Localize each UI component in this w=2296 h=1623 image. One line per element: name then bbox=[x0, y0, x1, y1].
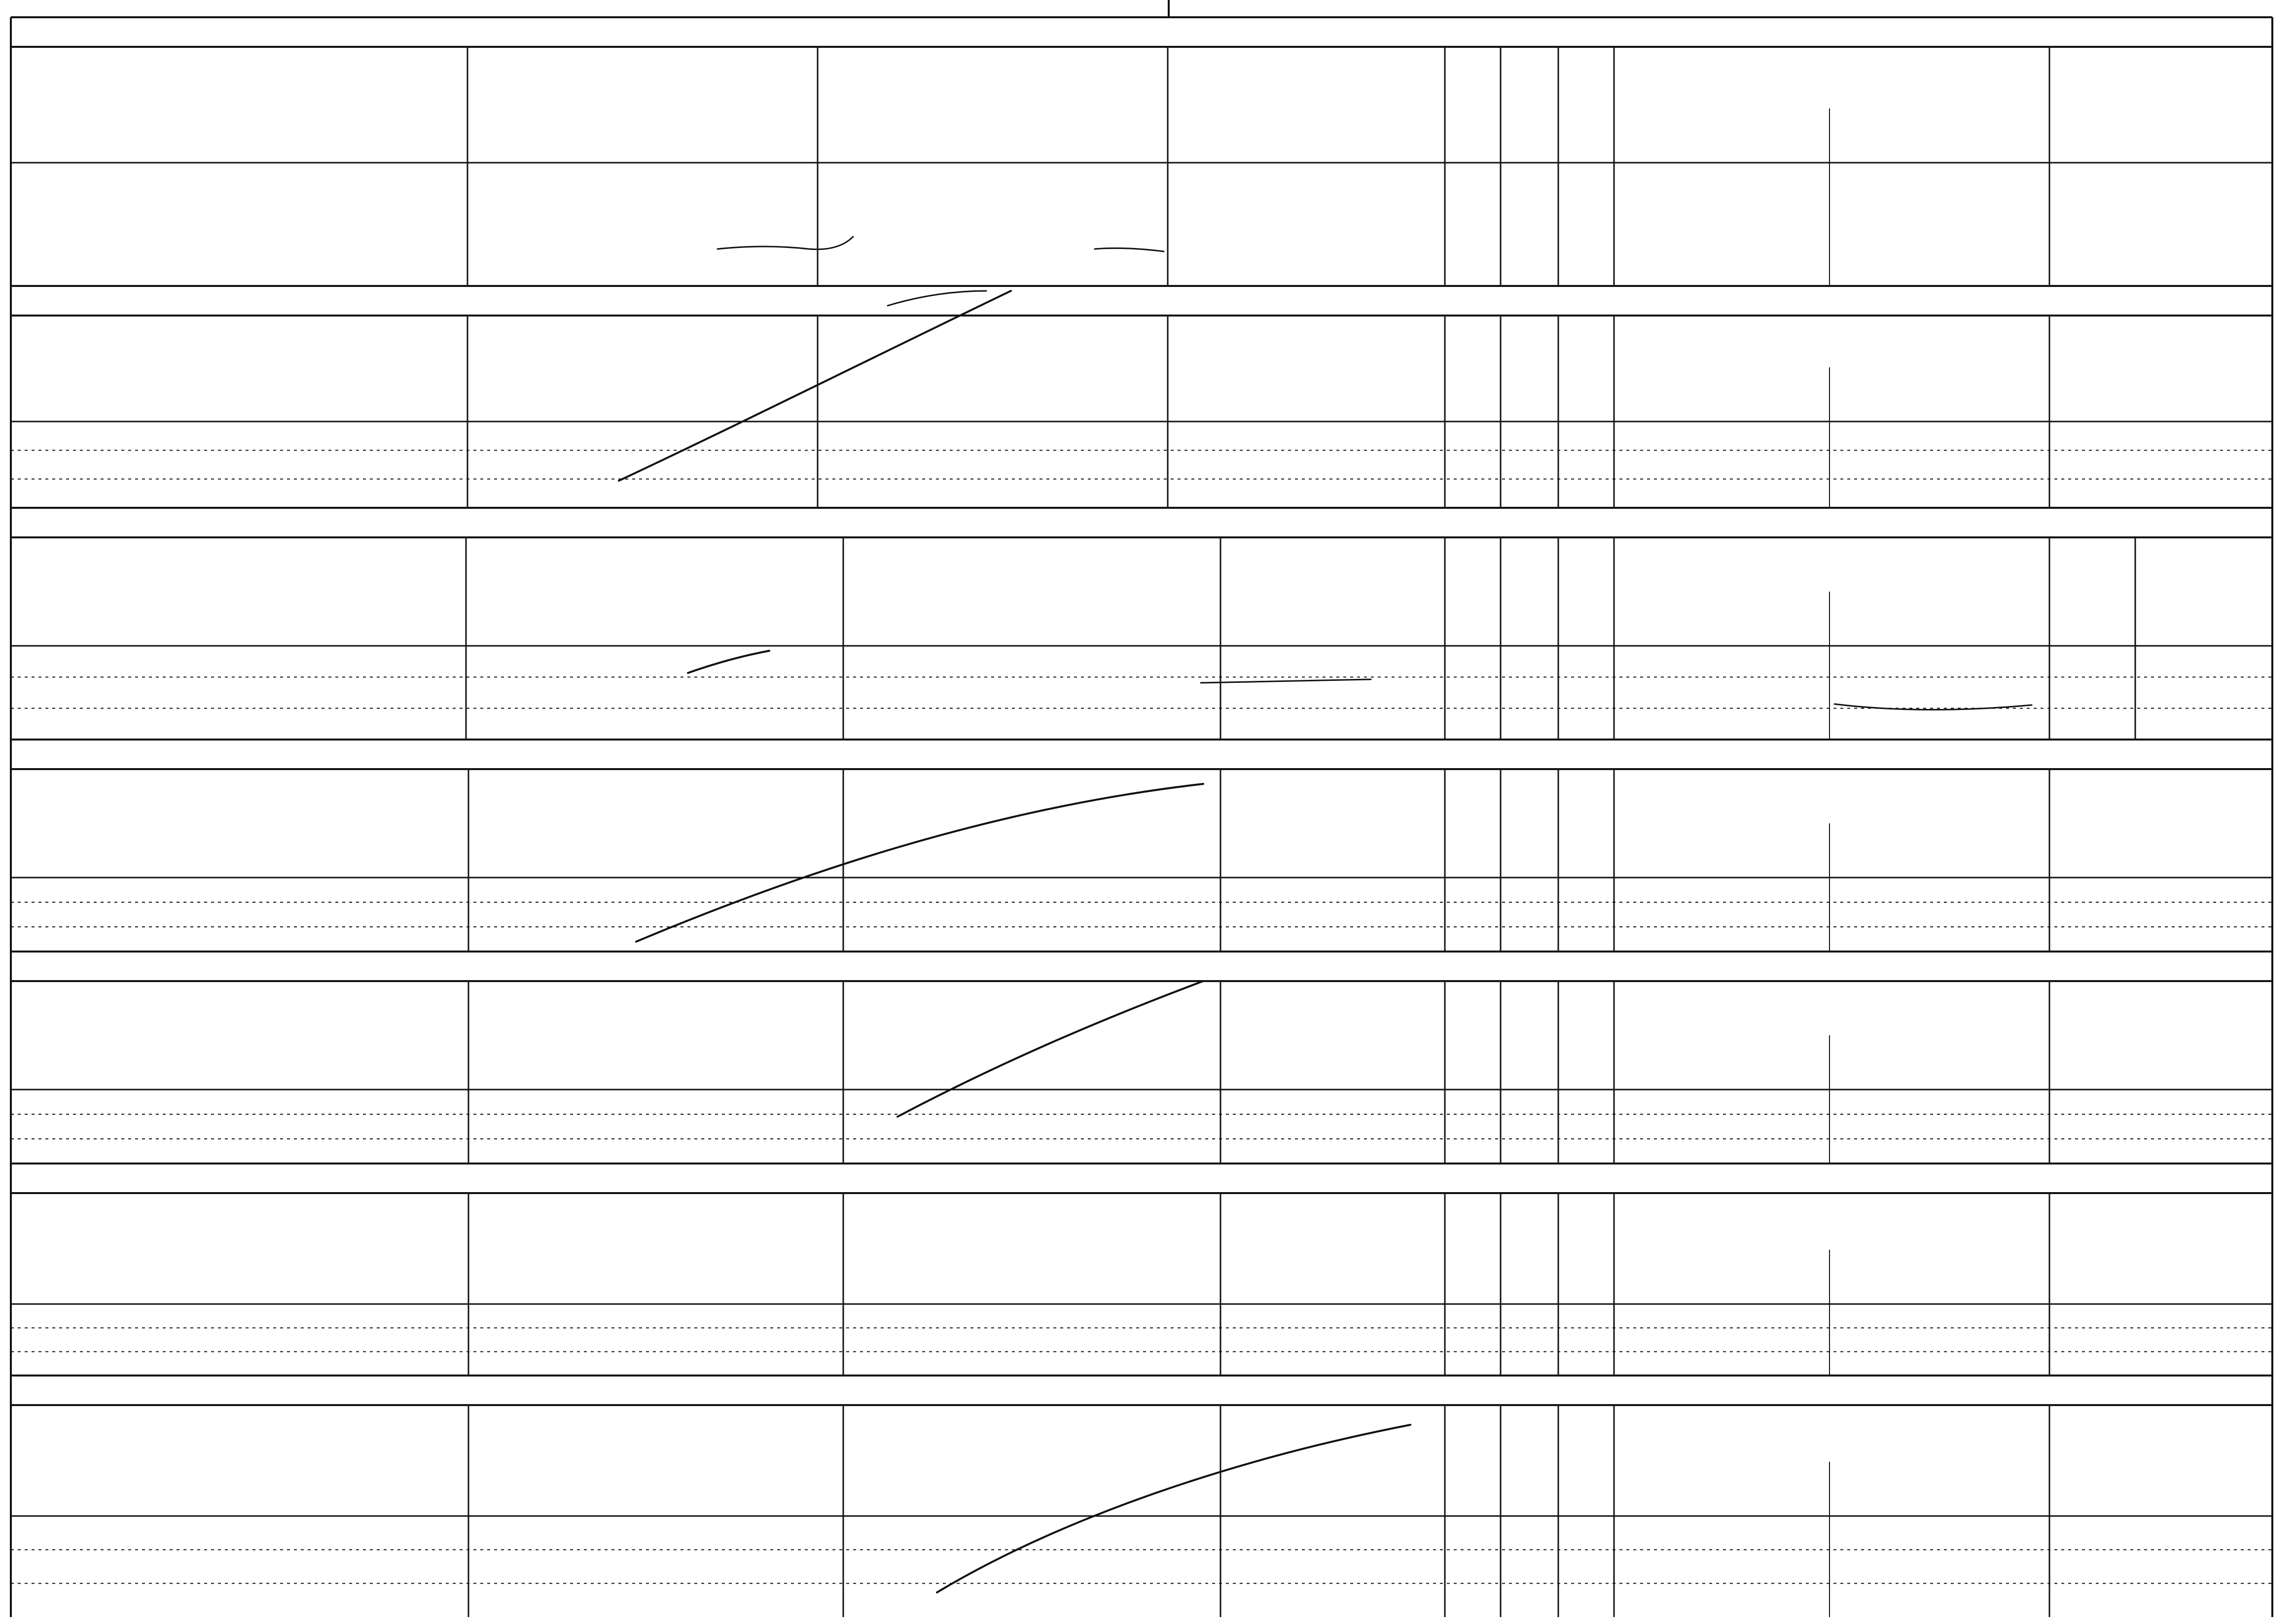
cancel-stroke bbox=[636, 784, 1203, 942]
cancel-stroke bbox=[619, 291, 1011, 481]
underline-stroke bbox=[888, 291, 986, 306]
cancel-stroke bbox=[688, 651, 769, 673]
cancel-stroke bbox=[897, 981, 1203, 1117]
underline-stroke bbox=[1095, 248, 1164, 251]
underline-stroke bbox=[1201, 679, 1371, 683]
cancel-stroke bbox=[937, 1425, 1410, 1592]
underline-stroke bbox=[1834, 704, 2032, 710]
underline-stroke bbox=[718, 237, 853, 249]
